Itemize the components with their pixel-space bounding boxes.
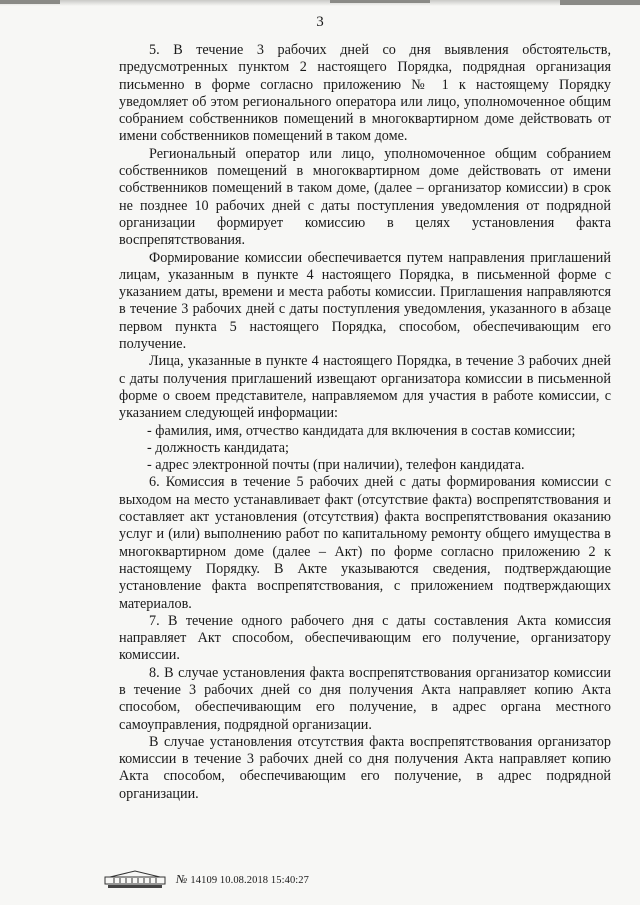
paragraph: В случае установления отсутствия факта воспрепятствования организатор комиссии в течение 3 рабочих дней со дня получения Акта направляет копию Акта способом, обеспечивающим его получение, в адрес подрядной организации. — [119, 733, 611, 802]
list-item: - фамилия, имя, отчество кандидата для включения в состав комиссии; — [147, 422, 576, 439]
scan-artifact — [0, 0, 60, 4]
document-registration-code — [176, 872, 309, 887]
list-item: - адрес электронной почты (при наличии), телефон кандидата. — [147, 457, 525, 474]
list-item: - должность кандидата; — [147, 439, 289, 456]
paragraph: Формирование комиссии обеспечивается путем направления приглашений лицам, указанным в пункте 4 настоящего Порядка, в письменной форме с указанием даты, времени и места работы комиссии. Приглашения направляются в течение 3 рабочих дней с даты поступления уведомления, указанного в абзаце первом пункта 5 настоящего Порядка, способом, обеспечивающим его получение. — [119, 249, 611, 353]
registry-stamp-icon — [104, 869, 166, 889]
paragraph: 5. В течение 3 рабочих дней со дня выявления обстоятельств, предусмотренных пунктом 2 настоящего Порядка, подрядная организация письменно в форме согласно приложению № 1 к настоящему Порядку уведомляет об этом регионального оператора или лицо, уполномоченное общим собранием собственников помещений в многоквартирном доме действовать от имени собственников помещений в таком доме. — [119, 42, 611, 145]
scan-artifact — [560, 0, 640, 5]
scan-artifact — [330, 0, 430, 3]
number-sign: № — [176, 871, 188, 886]
scan-edge-shadow — [0, 0, 640, 6]
document-footer — [104, 868, 309, 890]
paragraph: Региональный оператор или лицо, уполномоченное общим собранием собственников помещений в многоквартирном доме действовать от имени собственников помещений в таком доме, (далее – организатор комиссии) в срок не позднее 10 рабочих дней с даты поступления уведомления от подрядной организации формирует комиссию в целях установления факта воспрепятствования. — [119, 145, 611, 249]
paragraph: 6. Комиссия в течение 5 рабочих дней с даты формирования комиссии с выходом на место устанавливает факт (отсутствие факта) воспрепятствования и составляет акт установления (отсутствия) факта воспрепятствования оказанию услуг и (или) выполнению работ по капитальному ремонту общего имущества в многоквартирном доме (далее – Акт) по форме согласно приложению 2 к настоящему Порядку. В Акте указываются сведения, подтверждающие установление факта воспрепятствования, с приложением подтверждающих материалов. — [119, 474, 611, 612]
paragraph: 7. В течение одного рабочего дня с даты составления Акта комиссия направляет Акт способом, обеспечивающим его получение, организатору комиссии. — [119, 612, 611, 664]
paragraph: 8. В случае установления факта воспрепятствования организатор комиссии в течение 3 рабочих дней со дня получения Акта направляет копию Акта способом, обеспечивающим его получение, в адрес органа местного самоуправления, подрядной организации. — [119, 664, 611, 733]
registration-code-text: 14109 10.08.2018 15:40:27 — [190, 874, 310, 886]
paragraph: Лица, указанные в пункте 4 настоящего Порядка, в течение 3 рабочих дней с даты получения приглашений извещают организатора комиссии в письменной форме о своем представителе, направляемом для участия в работе комиссии, с указанием следующей информации: — [119, 353, 611, 422]
document-body — [119, 42, 611, 803]
page-number: 3 — [316, 14, 324, 30]
